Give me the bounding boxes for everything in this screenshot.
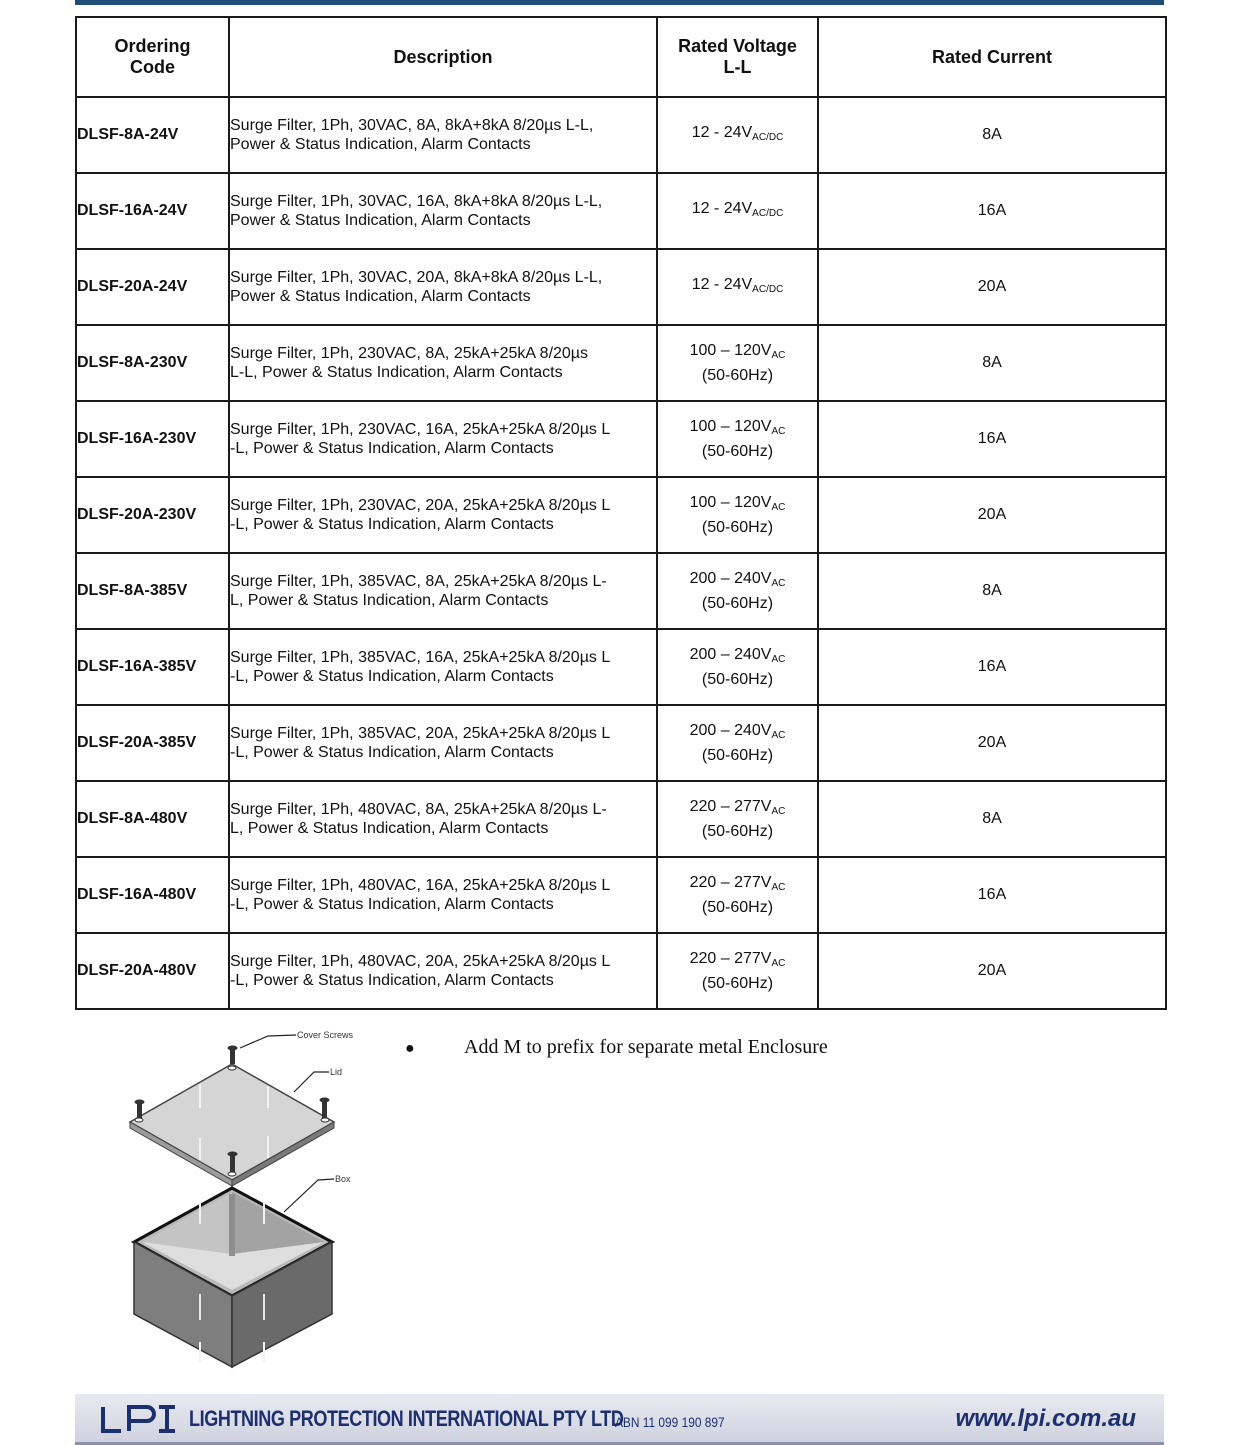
rated-voltage-cell xyxy=(657,933,818,1009)
description-cell xyxy=(229,933,657,1009)
website-link[interactable]: www.lpi.com.au xyxy=(955,1405,1136,1432)
description-line: Power & Status Indication, Alarm Contacts xyxy=(230,212,531,229)
table-row xyxy=(76,857,1166,933)
description-line: Surge Filter, 1Ph, 385VAC, 16A, 25kA+25kA 8/20µs L xyxy=(230,649,611,666)
description-cell xyxy=(229,705,657,781)
ordering-code-cell: DLSF-16A-385V xyxy=(76,629,229,705)
footer-banner xyxy=(75,1394,1164,1445)
voltage-type: AC xyxy=(771,653,786,665)
table-row xyxy=(76,249,1166,325)
voltage-frequency: (50-60Hz) xyxy=(701,594,774,612)
rated-voltage-cell xyxy=(657,173,818,249)
description-line: Surge Filter, 1Ph, 385VAC, 8A, 25kA+25kA 8/20µs L- xyxy=(230,573,607,590)
table-header-row xyxy=(76,17,1166,97)
voltage-value: 200 – 240V xyxy=(689,645,772,663)
description-cell xyxy=(229,325,657,401)
description-line: L-L, Power & Status Indication, Alarm Contacts xyxy=(230,364,563,381)
voltage-frequency: (50-60Hz) xyxy=(701,822,774,840)
voltage-value: 200 – 240V xyxy=(689,569,772,587)
ordering-code-cell: DLSF-20A-480V xyxy=(76,933,229,1009)
voltage-value: 220 – 277V xyxy=(689,949,772,967)
lpi-logo xyxy=(99,1404,179,1434)
description-line: Power & Status Indication, Alarm Contacts xyxy=(230,136,531,153)
description-line: Surge Filter, 1Ph, 480VAC, 16A, 25kA+25kA 8/20µs L xyxy=(230,877,611,894)
voltage-type: AC xyxy=(771,805,786,817)
description-line: -L, Power & Status Indication, Alarm Contacts xyxy=(230,744,554,761)
voltage-frequency: (50-60Hz) xyxy=(701,670,774,688)
ordering-code-cell: DLSF-8A-385V xyxy=(76,553,229,629)
voltage-value: 220 – 277V xyxy=(689,873,772,891)
rated-voltage-cell xyxy=(657,325,818,401)
ordering-code-cell: DLSF-20A-385V xyxy=(76,705,229,781)
description-cell xyxy=(229,97,657,173)
voltage-type: AC/DC xyxy=(752,131,784,143)
ordering-code-cell: DLSF-8A-230V xyxy=(76,325,229,401)
note-text: Add M to prefix for separate metal Enclosure xyxy=(464,1036,828,1058)
voltage-type: AC/DC xyxy=(752,207,784,219)
enclosure-note xyxy=(405,1036,828,1059)
rated-current-cell: 16A xyxy=(818,629,1166,705)
voltage-frequency: (50-60Hz) xyxy=(701,974,774,992)
rated-voltage-cell xyxy=(657,629,818,705)
voltage-type: AC xyxy=(771,881,786,893)
table-row xyxy=(76,401,1166,477)
description-cell xyxy=(229,781,657,857)
diagram-label-cover-screws: Cover Screws xyxy=(297,1030,354,1040)
rated-voltage-cell xyxy=(657,97,818,173)
description-line: Surge Filter, 1Ph, 385VAC, 20A, 25kA+25kA 8/20µs L xyxy=(230,725,611,742)
table-row xyxy=(76,325,1166,401)
table-row xyxy=(76,781,1166,857)
voltage-value: 100 – 120V xyxy=(689,493,772,511)
table-body xyxy=(76,97,1166,1009)
description-line: Surge Filter, 1Ph, 480VAC, 20A, 25kA+25kA 8/20µs L xyxy=(230,953,611,970)
description-line: -L, Power & Status Indication, Alarm Contacts xyxy=(230,972,554,989)
description-line: Surge Filter, 1Ph, 30VAC, 16A, 8kA+8kA 8/20µs L-L, xyxy=(230,193,603,210)
description-line: L, Power & Status Indication, Alarm Contacts xyxy=(230,592,549,609)
voltage-type: AC xyxy=(771,425,786,437)
description-cell xyxy=(229,857,657,933)
rated-current-cell: 20A xyxy=(818,705,1166,781)
voltage-value: 100 – 120V xyxy=(689,341,772,359)
voltage-type: AC/DC xyxy=(752,283,784,295)
company-abn: ABN 11 099 190 897 xyxy=(615,1414,725,1430)
voltage-type: AC xyxy=(771,501,786,513)
ordering-code-cell: DLSF-20A-24V xyxy=(76,249,229,325)
voltage-type: AC xyxy=(771,729,786,741)
header-ordering-code: Ordering Code xyxy=(76,17,229,97)
description-cell xyxy=(229,629,657,705)
description-line: Surge Filter, 1Ph, 230VAC, 16A, 25kA+25kA 8/20µs L xyxy=(230,421,611,438)
table-row xyxy=(76,629,1166,705)
table-row xyxy=(76,705,1166,781)
description-line: Surge Filter, 1Ph, 30VAC, 20A, 8kA+8kA 8/20µs L-L, xyxy=(230,269,603,286)
rated-current-cell: 16A xyxy=(818,401,1166,477)
description-line: -L, Power & Status Indication, Alarm Contacts xyxy=(230,440,554,457)
description-cell xyxy=(229,553,657,629)
rated-current-cell: 8A xyxy=(818,553,1166,629)
voltage-type: AC xyxy=(771,957,786,969)
rated-voltage-cell xyxy=(657,705,818,781)
ordering-code-cell: DLSF-20A-230V xyxy=(76,477,229,553)
voltage-type: AC xyxy=(771,577,786,589)
ordering-code-cell: DLSF-16A-480V xyxy=(76,857,229,933)
voltage-value: 12 - 24V xyxy=(691,275,753,293)
rated-current-cell: 20A xyxy=(818,933,1166,1009)
box-shape xyxy=(134,1188,332,1367)
voltage-frequency: (50-60Hz) xyxy=(701,746,774,764)
callout-line-lid xyxy=(294,1072,329,1092)
voltage-frequency: (50-60Hz) xyxy=(701,366,774,384)
rated-current-cell: 8A xyxy=(818,97,1166,173)
rated-current-cell: 8A xyxy=(818,781,1166,857)
voltage-value: 12 - 24V xyxy=(691,199,753,217)
description-line: -L, Power & Status Indication, Alarm Contacts xyxy=(230,668,554,685)
description-cell xyxy=(229,477,657,553)
voltage-type: AC xyxy=(771,349,786,361)
top-rule xyxy=(75,0,1164,5)
ordering-code-cell: DLSF-8A-480V xyxy=(76,781,229,857)
rated-current-cell: 16A xyxy=(818,857,1166,933)
bullet-icon: ● xyxy=(405,1040,415,1057)
voltage-frequency: (50-60Hz) xyxy=(701,442,774,460)
table-row xyxy=(76,173,1166,249)
description-cell xyxy=(229,173,657,249)
table-row xyxy=(76,477,1166,553)
voltage-value: 12 - 24V xyxy=(691,123,753,141)
callout-line-box xyxy=(284,1179,334,1212)
description-line: L, Power & Status Indication, Alarm Contacts xyxy=(230,820,549,837)
description-line: Surge Filter, 1Ph, 30VAC, 8A, 8kA+8kA 8/20µs L-L, xyxy=(230,117,594,134)
description-line: -L, Power & Status Indication, Alarm Contacts xyxy=(230,896,554,913)
description-cell xyxy=(229,401,657,477)
voltage-value: 220 – 277V xyxy=(689,797,772,815)
rated-current-cell: 20A xyxy=(818,249,1166,325)
enclosure-diagram xyxy=(108,1022,378,1377)
table-row xyxy=(76,97,1166,173)
voltage-frequency: (50-60Hz) xyxy=(701,518,774,536)
company-name: LIGHTNING PROTECTION INTERNATIONAL PTY LTD xyxy=(189,1406,624,1431)
rated-current-cell: 20A xyxy=(818,477,1166,553)
rated-current-cell: 8A xyxy=(818,325,1166,401)
diagram-label-box: Box xyxy=(335,1174,351,1184)
diagram-label-lid: Lid xyxy=(330,1067,343,1077)
voltage-frequency: (50-60Hz) xyxy=(701,898,774,916)
rated-voltage-cell xyxy=(657,477,818,553)
table-row xyxy=(76,933,1166,1009)
table-row xyxy=(76,553,1166,629)
rated-voltage-cell xyxy=(657,401,818,477)
description-line: -L, Power & Status Indication, Alarm Contacts xyxy=(230,516,554,533)
header-rated-current: Rated Current xyxy=(818,17,1166,97)
product-table xyxy=(75,16,1167,1010)
rated-voltage-cell xyxy=(657,857,818,933)
header-rated-voltage: Rated Voltage L-L xyxy=(657,17,818,97)
description-line: Power & Status Indication, Alarm Contacts xyxy=(230,288,531,305)
rated-voltage-cell xyxy=(657,781,818,857)
voltage-value: 100 – 120V xyxy=(689,417,772,435)
header-description: Description xyxy=(229,17,657,97)
ordering-code-cell: DLSF-16A-230V xyxy=(76,401,229,477)
callout-line-screws xyxy=(240,1035,296,1048)
voltage-value: 200 – 240V xyxy=(689,721,772,739)
description-line: Surge Filter, 1Ph, 230VAC, 8A, 25kA+25kA 8/20µs xyxy=(230,345,589,362)
description-line: Surge Filter, 1Ph, 230VAC, 20A, 25kA+25kA 8/20µs L xyxy=(230,497,611,514)
rated-voltage-cell xyxy=(657,249,818,325)
ordering-code-cell: DLSF-8A-24V xyxy=(76,97,229,173)
description-line: Surge Filter, 1Ph, 480VAC, 8A, 25kA+25kA 8/20µs L- xyxy=(230,801,607,818)
ordering-code-cell: DLSF-16A-24V xyxy=(76,173,229,249)
rated-voltage-cell xyxy=(657,553,818,629)
description-cell xyxy=(229,249,657,325)
rated-current-cell: 16A xyxy=(818,173,1166,249)
